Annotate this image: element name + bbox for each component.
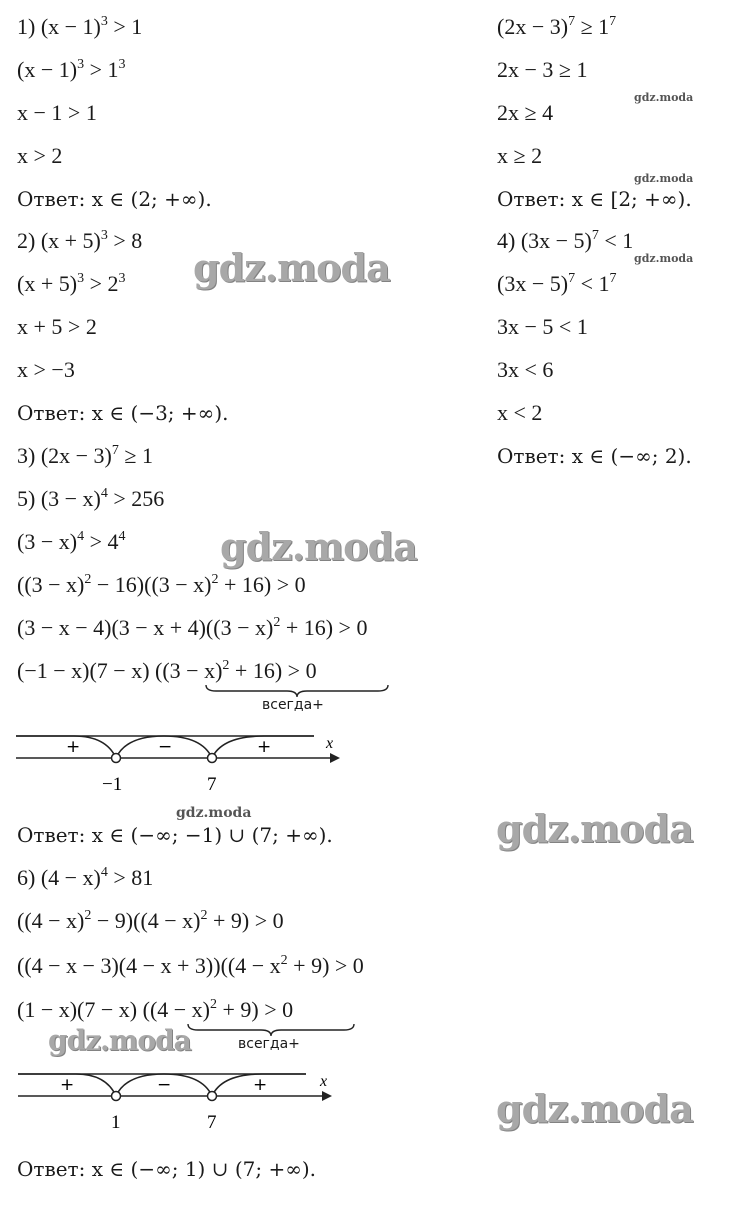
p6-sign-2: − — [157, 1075, 172, 1095]
watermark-small: gdz.moda — [176, 805, 252, 821]
p6-braced-term: ((4 − x) — [142, 997, 211, 1022]
p6-sign-1: + — [60, 1075, 75, 1095]
p6-brace-label: всегда+ — [238, 1036, 300, 1052]
p3-answer: Ответ: x ∈ [2; +∞). — [497, 187, 692, 211]
p5-line-2: $(3 - x)^4 > 4^4$ — [17, 529, 126, 554]
watermark: gdz.moda — [48, 1024, 191, 1057]
p2-line-1: 2) $(x + 5)^3 > 8$ — [17, 228, 143, 253]
p5-line-1: 5) $(3 - x)^4 > 256$ — [17, 486, 165, 511]
p5-answer: Ответ: x ∈ (−∞; −1) ∪ (7; +∞). — [17, 823, 333, 847]
p6-point-open-1 — [112, 1092, 121, 1101]
p3-line-4: x ≥ 2 — [497, 143, 543, 168]
p3-line-1: $(2x - 3)^7 \ge 1^7$ — [497, 14, 617, 39]
p6-axis-arrow — [322, 1091, 332, 1101]
p3-header: 3) $(2x - 3)^7 \ge 1$ — [17, 443, 153, 468]
p6-line-4: (1 − x)(7 − x) $((4 - x)^2 + 9) > 0$ — [17, 997, 294, 1022]
p5-point-open-2 — [208, 754, 217, 763]
p3-line-2: 2x − 3 ≥ 1 — [497, 57, 588, 82]
p6-point-open-2 — [208, 1092, 217, 1101]
watermark-small: gdz.moda — [634, 252, 694, 265]
p4-line-3: 3x − 5 < 1 — [497, 314, 588, 339]
p5-point-open-1 — [112, 754, 121, 763]
p5-sign-1: + — [66, 737, 81, 757]
p1-line-4: x > 2 — [17, 143, 63, 168]
watermark-small: gdz.moda — [634, 91, 694, 104]
p6-point-label-2: 7 — [207, 1112, 217, 1133]
p5-number-line — [14, 728, 344, 798]
p2-line-2: $(x + 5)^3 > 2^3$ — [17, 271, 126, 296]
p6-answer: Ответ: x ∈ (−∞; 1) ∪ (7; +∞). — [17, 1157, 317, 1181]
watermark: gdz.moda — [193, 245, 390, 290]
p5-axis-label: x — [326, 735, 334, 752]
p2-answer: Ответ: x ∈ (−3; +∞). — [17, 401, 229, 425]
p5-brace-label: всегда+ — [262, 697, 324, 713]
p5-line-4: $(3 - x - 4)(3 - x + 4)((3 - x)^2 + 16) > 0$ — [17, 615, 368, 640]
p5-line-5: (−1 − x)(7 − x) $((3 - x)^2 + 16) > 0$ — [17, 658, 317, 683]
p5-point-label-1: −1 — [102, 774, 123, 795]
watermark-small: gdz.moda — [634, 172, 694, 185]
p4-line-1: 4) $(3x - 5)^7 < 1$ — [497, 228, 634, 253]
p3-line-3: 2x ≥ 4 — [497, 100, 554, 125]
p2-line-3: x + 5 > 2 — [17, 314, 97, 339]
p5-point-label-2: 7 — [207, 774, 217, 795]
p1-line-2: $(x - 1)^3 > 1^3$ — [17, 57, 126, 82]
p2-line-4: x > −3 — [17, 357, 75, 382]
p1-line-1: 1) $(x - 1)^3 > 1$ — [17, 14, 143, 39]
watermark: gdz.moda — [496, 1086, 693, 1131]
p6-axis-label: x — [320, 1073, 328, 1090]
p6-line-3: $((4 - x - 3)(4 - x + 3))((4 - x^2 + 9) > 0$ — [17, 953, 364, 978]
p6-number-line — [16, 1066, 346, 1136]
watermark: gdz.moda — [220, 524, 417, 569]
p5-underbrace — [204, 684, 390, 698]
p5-line-3: $((3 - x)^2 - 16)((3 - x)^2 + 16) > 0$ — [17, 572, 306, 597]
p5-braced-term: ((3 − x) — [155, 658, 223, 683]
p6-underbrace — [186, 1023, 356, 1037]
p6-line-2: $((4 - x)^2 - 9)((4 - x)^2 + 9) > 0$ — [17, 908, 284, 933]
p6-point-label-1: 1 — [111, 1112, 121, 1133]
watermark: gdz.moda — [496, 806, 693, 851]
p5-sign-2: − — [158, 737, 173, 757]
p4-answer: Ответ: x ∈ (−∞; 2). — [497, 444, 692, 468]
p4-line-5: x < 2 — [497, 400, 543, 425]
p6-line-1: 6) $(4 - x)^4 > 81$ — [17, 865, 154, 890]
p5-sign-3: + — [257, 737, 272, 757]
p1-answer: Ответ: x ∈ (2; +∞). — [17, 187, 212, 211]
p1-line-3: x − 1 > 1 — [17, 100, 97, 125]
p5-axis-arrow — [330, 753, 340, 763]
p4-line-4: 3x < 6 — [497, 357, 554, 382]
p6-sign-3: + — [253, 1075, 268, 1095]
p4-line-2: $(3x - 5)^7 < 1^7$ — [497, 271, 617, 296]
